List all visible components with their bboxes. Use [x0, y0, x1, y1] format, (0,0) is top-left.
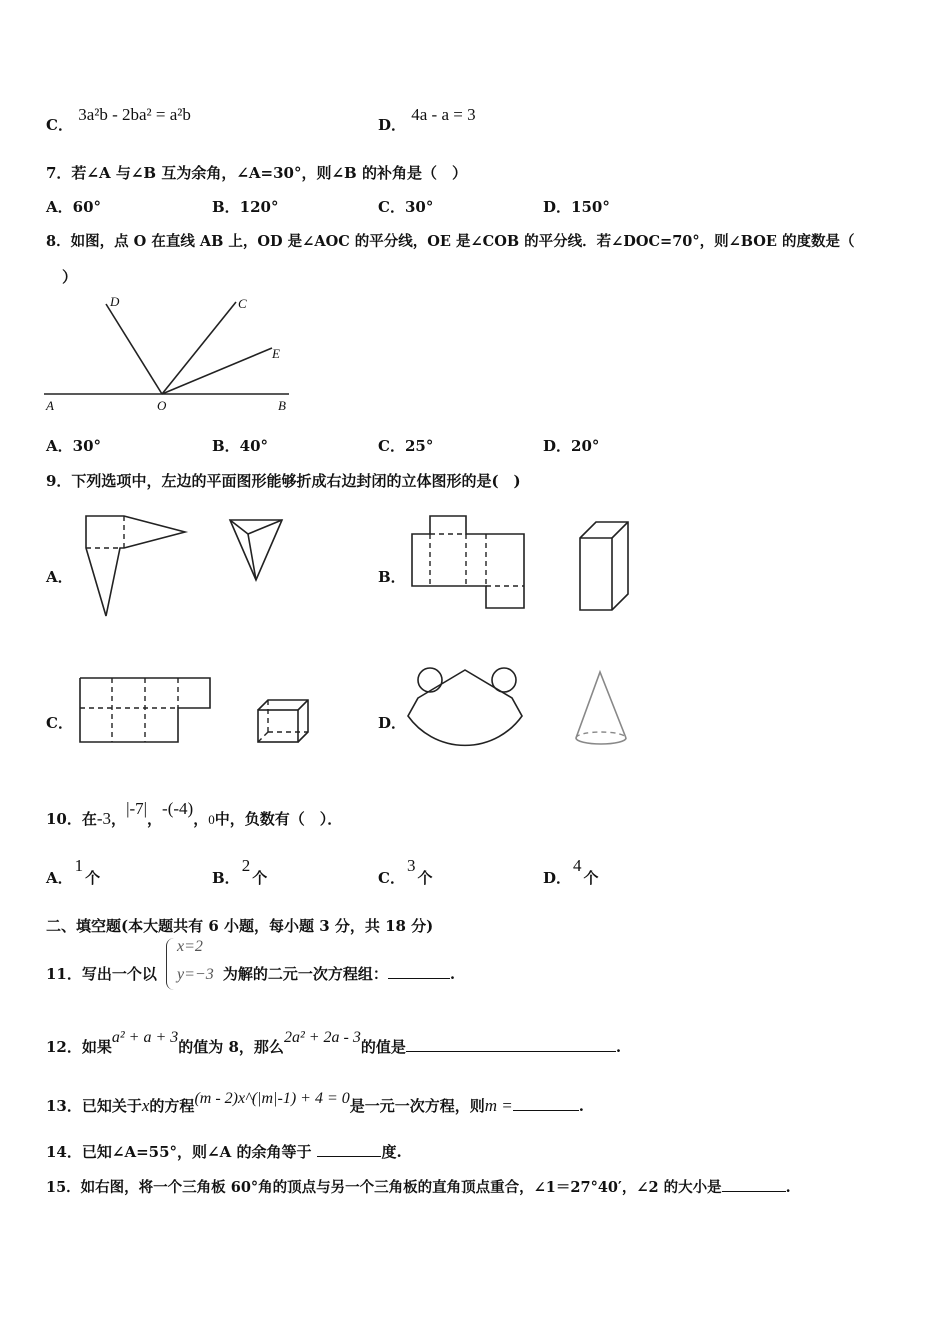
q9-a-solid-outline	[230, 520, 282, 580]
q9-d-cone-base-back	[576, 732, 626, 738]
q13-m-eq: m =	[484, 1096, 513, 1115]
q7-option-a[interactable]: A．60°	[46, 198, 102, 216]
q12-expr2: 2a² + 2a - 3	[283, 1029, 361, 1046]
q8-option-b[interactable]: B．40°	[212, 437, 269, 455]
q10-term-3: -(-4)	[162, 799, 194, 818]
q11-eq1: x=2	[177, 938, 203, 955]
q9-b-net-outline	[412, 516, 524, 608]
q12-expr1: a² + a + 3	[111, 1029, 179, 1046]
q13-prefix: 13．已知关于	[46, 1097, 142, 1115]
q10-option-a-num: 1	[74, 856, 84, 875]
label-o: O	[157, 398, 167, 413]
q9-b-solid-edge-2	[612, 522, 628, 538]
q7-option-d[interactable]: D．150°	[543, 198, 610, 216]
q10-option-b-num: 2	[241, 856, 251, 875]
q9-c-solid-top	[258, 700, 308, 742]
q9-d-net-circle-right	[492, 668, 516, 692]
q12-stem	[46, 1029, 622, 1057]
q13-stem	[46, 1090, 585, 1116]
q10-suffix: 中，负数有（ ）．	[214, 810, 343, 828]
q14-suffix: 度.	[381, 1143, 402, 1161]
q9-b-net	[408, 512, 533, 612]
q7-option-b[interactable]: B．120°	[212, 198, 279, 216]
q12-suffix: 的值是	[360, 1038, 406, 1056]
q10-option-a[interactable]	[46, 856, 101, 888]
q8-option-a[interactable]: A．30°	[46, 437, 102, 455]
q10-option-d-num: 4	[573, 856, 582, 875]
q15-end: .	[785, 1179, 791, 1196]
q9-c-net	[76, 674, 216, 746]
q9-option-b[interactable]: B．	[378, 568, 406, 586]
q10-option-d-label: D．	[543, 869, 572, 887]
q8-angle-figure	[44, 290, 294, 415]
q14-answer-blank[interactable]	[317, 1142, 381, 1157]
q9-a-net	[80, 512, 190, 622]
q12-answer-blank[interactable]	[406, 1037, 616, 1052]
q10-option-b-unit: 个	[252, 869, 268, 887]
q11-prefix: 11．写出一个以	[46, 965, 157, 983]
q6-option-c-label: C．	[46, 116, 73, 134]
q10-option-c-num: 3	[406, 856, 416, 875]
q9-d-cone-base-front	[576, 738, 626, 744]
q9-a-solid	[226, 516, 286, 586]
q10-option-c-label: C．	[378, 869, 405, 887]
q11-stem	[46, 963, 455, 984]
ray-od	[106, 304, 162, 394]
q10-prefix: 10．在	[46, 810, 97, 828]
q15-prefix: 15．如右图，将一个三角板 60°角的顶点与另一个三角板的直角顶点重合，∠1＝27°40′，∠2 的大小是	[46, 1179, 722, 1196]
q10-option-a-unit: 个	[85, 869, 101, 887]
q9-c-solid-edge-1	[298, 700, 308, 710]
q13-suffix: 是一元一次方程，则	[349, 1097, 485, 1115]
q13-answer-blank[interactable]	[513, 1096, 579, 1111]
q9-d-cone-sides	[576, 672, 626, 738]
q12-prefix: 12．如果	[46, 1038, 112, 1056]
ray-oc	[162, 302, 236, 394]
q10-term-2: |-7|	[126, 799, 148, 818]
q11-end: .	[449, 965, 456, 983]
q15-answer-blank[interactable]	[722, 1177, 786, 1192]
q8-stem-cont: ）	[62, 268, 78, 286]
q9-option-a[interactable]: A．	[46, 568, 73, 586]
q11-eq2: y=−3	[177, 966, 214, 983]
q7-option-c[interactable]: C．30°	[378, 198, 434, 216]
q10-option-d-unit: 个	[583, 869, 599, 887]
q11-suffix: 为解的二元一次方程组：	[222, 965, 388, 983]
q9-option-c[interactable]: C．	[46, 714, 73, 732]
q10-option-c-unit: 个	[417, 869, 433, 887]
q9-d-net-sector	[408, 670, 522, 745]
q8-stem: 8．如图，点 O 在直线 AB 上，OD 是∠AOC 的平分线，OE 是∠COB 的平分线．若∠DOC=70°，则∠BOE 的度数是（	[46, 233, 855, 250]
q6-option-c-expr: 3a²b - 2ba² = a²b	[78, 105, 191, 124]
q9-a-net-outline	[86, 516, 185, 616]
q9-b-solid	[574, 516, 634, 616]
label-e: E	[272, 346, 280, 361]
q10-option-c[interactable]	[378, 856, 433, 888]
q13-end: .	[578, 1097, 585, 1115]
q8-option-d[interactable]: D．20°	[543, 437, 600, 455]
q13-var: x	[141, 1096, 150, 1115]
q6-option-c[interactable]	[46, 105, 191, 135]
q6-option-d[interactable]	[378, 105, 476, 135]
q9-c-solid-hidden-3	[258, 732, 268, 742]
q10-option-b-label: B．	[212, 869, 240, 887]
q9-c-solid-front	[258, 710, 298, 742]
q6-option-d-label: D．	[378, 116, 407, 134]
q10-stem	[46, 799, 343, 829]
q9-option-d[interactable]: D．	[378, 714, 407, 732]
q15-stem	[46, 1176, 791, 1197]
q9-b-solid-outline	[580, 522, 628, 610]
q9-d-net-circle-left	[418, 668, 442, 692]
q13-expr: (m - 2)x^(|m|-1) + 4 = 0	[194, 1090, 350, 1107]
q10-option-a-label: A．	[46, 869, 73, 887]
ray-oe	[162, 348, 272, 394]
q9-c-solid	[254, 698, 314, 746]
q10-option-b[interactable]	[212, 856, 268, 888]
q9-stem: 9．下列选项中，左边的平面图形能够折成右边封闭的立体图形的是( )	[46, 472, 521, 490]
q9-d-net	[400, 664, 530, 744]
q9-a-solid-edge-3	[248, 534, 256, 580]
q10-term-4: 0	[208, 812, 215, 827]
q6-option-d-expr: 4a - a = 3	[411, 105, 476, 124]
q14-prefix: 14．已知∠A=55°，则∠A 的余角等于	[46, 1143, 312, 1161]
label-a: A	[46, 398, 54, 413]
q13-mid: 的方程	[149, 1097, 195, 1115]
q10-sep-2: ，	[147, 810, 163, 828]
q8-option-c[interactable]: C．25°	[378, 437, 434, 455]
q11-answer-blank[interactable]	[388, 964, 450, 979]
label-c: C	[238, 296, 247, 311]
q10-sep-3: ，	[193, 810, 209, 828]
label-d: D	[110, 294, 120, 309]
label-b: B	[278, 398, 286, 413]
q12-end: .	[615, 1038, 622, 1056]
q9-d-solid	[570, 668, 634, 748]
section-2-heading: 二、填空题(本大题共有 6 小题，每小题 3 分，共 18 分)	[46, 917, 434, 935]
q12-mid: 的值为 8，那么	[178, 1038, 284, 1056]
q10-option-d[interactable]	[543, 856, 599, 888]
q14-stem	[46, 1141, 402, 1162]
q10-term-1: -3	[96, 809, 112, 828]
q10-sep-1: ，	[111, 810, 127, 828]
q7-stem: 7．若∠A 与∠B 互为余角，∠A=30°，则∠B 的补角是（ ）	[46, 164, 467, 182]
